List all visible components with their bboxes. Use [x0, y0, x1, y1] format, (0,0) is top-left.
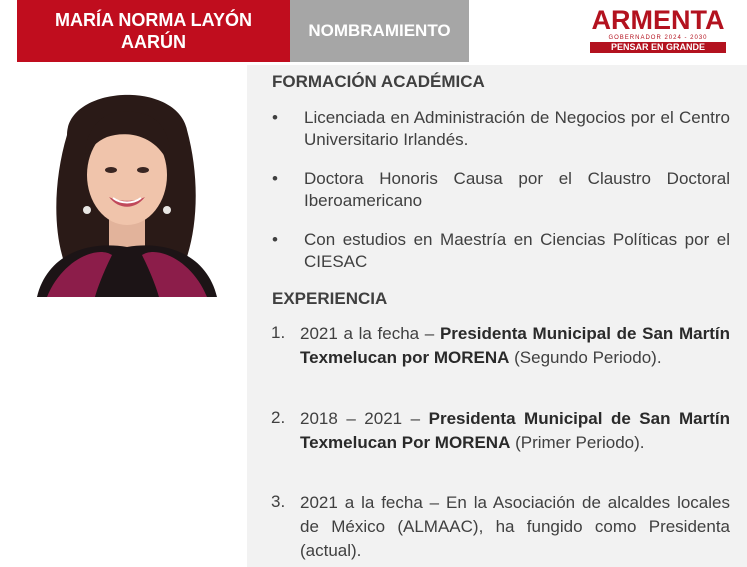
experiencia-item-3	[300, 491, 730, 563]
experiencia-item-3-pre: 2021 a la fecha – En la Asociación de alcaldes locales de México (ALMAAC), ha fungido como Presidenta (actual).	[300, 493, 730, 560]
experiencia-num-3: 3.	[271, 492, 286, 511]
formacion-title: FORMACIÓN ACADÉMICA	[272, 72, 485, 91]
experiencia-num-1: 1.	[271, 323, 286, 342]
name-line-1: MARÍA NORMA LAYÓN	[55, 10, 252, 30]
armenta-logo	[588, 6, 728, 52]
bullet-dot: •	[272, 230, 278, 249]
role-header	[290, 0, 469, 62]
formacion-item-3: Con estudios en Maestría en Ciencias Políticas por el CIESAC	[304, 230, 730, 271]
role-label: NOMBRAMIENTO	[308, 21, 451, 40]
experiencia-item-2-pre: 2018 – 2021 –	[300, 409, 429, 428]
logo-word: ARMENTA	[591, 5, 725, 35]
experiencia-item-1-bold: Presidenta Municipal de San Martín Texmelucan por MORENA	[300, 324, 730, 367]
name-line-2: AARÚN	[121, 32, 186, 52]
logo-tagline: PENSAR EN GRANDE	[590, 42, 726, 53]
formacion-item-2: Doctora Honoris Causa por el Claustro Doctoral Iberoamericano	[304, 169, 730, 210]
portrait-photo	[27, 75, 223, 297]
logo-subline: GOBERNADOR 2024 - 2030	[608, 35, 708, 41]
experiencia-item-1-pre: 2021 a la fecha –	[300, 324, 440, 343]
experiencia-item-2	[300, 407, 730, 455]
formacion-item-1: Licenciada en Administración de Negocios por el Centro Universitario Irlandés.	[304, 108, 730, 149]
bullet-dot: •	[272, 169, 278, 188]
experiencia-item-2-bold: Presidenta Municipal de San Martín Texmelucan Por MORENA	[300, 409, 730, 452]
experiencia-item-2-post: (Primer Periodo).	[510, 433, 645, 452]
experiencia-item-1	[300, 322, 730, 370]
bullet-dot: •	[272, 108, 278, 127]
experiencia-item-1-post: (Segundo Periodo).	[509, 348, 662, 367]
experiencia-title: EXPERIENCIA	[272, 289, 388, 308]
experiencia-num-2: 2.	[271, 408, 286, 427]
name-header	[17, 0, 290, 62]
